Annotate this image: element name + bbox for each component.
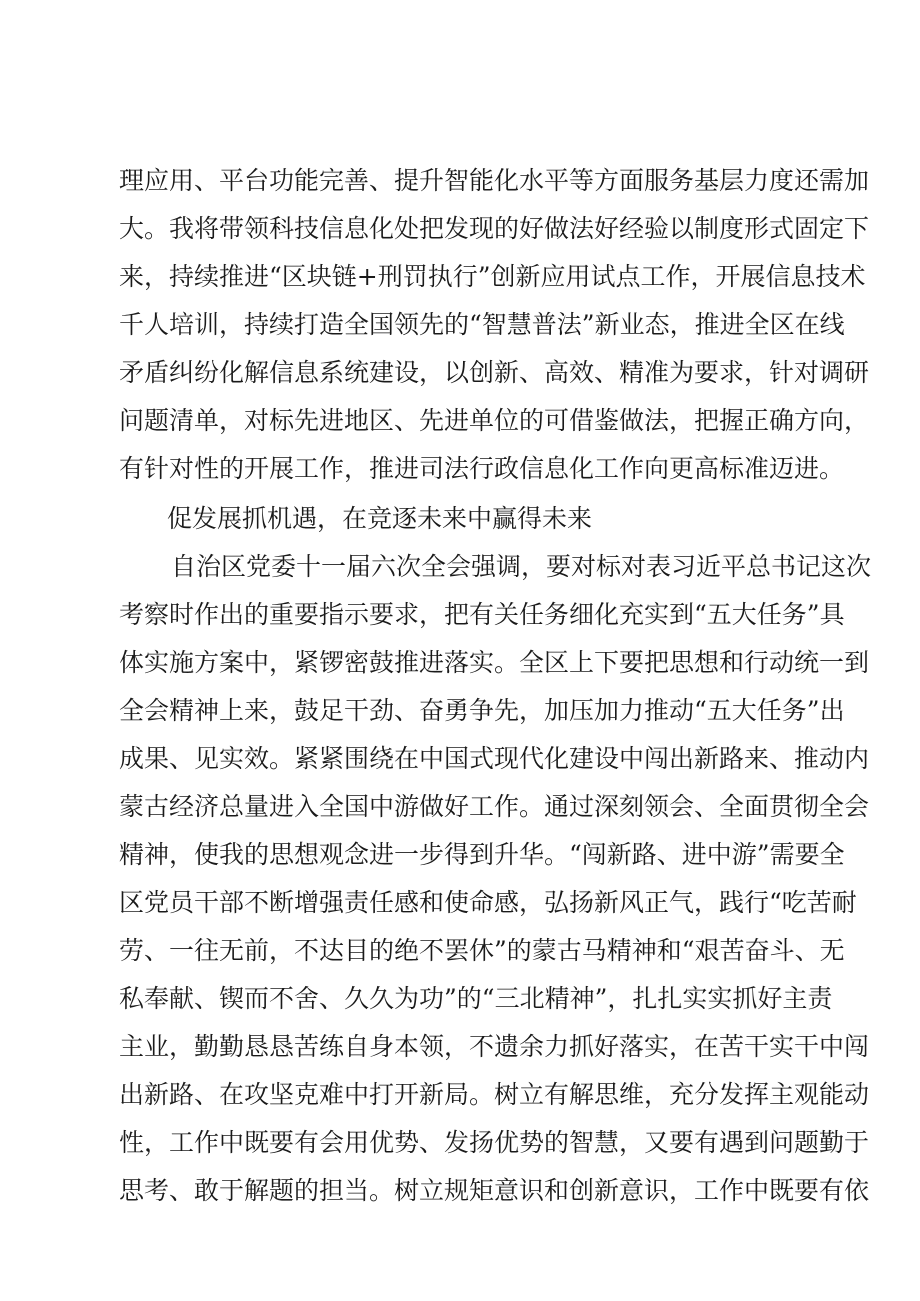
paragraph-line: 蒙古经济总量进入全国中游做好工作。通过深刻领会、全面贯彻全会	[119, 792, 870, 821]
paragraph-line: 区党员干部不断增强责任感和使命感，弘扬新风正气，践行“吃苦耐	[119, 888, 857, 917]
paragraph-line: 成果、见实效。紧紧围绕在中国式现代化建设中闯出新路来、推动内	[119, 744, 870, 773]
paragraph-line: 来，持续推进“区块链+刑罚执行”创新应用试点工作，开展信息技术	[119, 262, 866, 291]
paragraph-line: 体实施方案中，紧锣密鼓推进落实。全区上下要把思想和行动统一到	[119, 648, 870, 677]
paragraph-line: 思考、敢于解题的担当。树立规矩意识和创新意识，工作中既要有依	[119, 1176, 870, 1205]
paragraph-line: 出新路、在攻坚克难中打开新局。树立有解思维，充分发挥主观能动	[119, 1080, 870, 1109]
paragraph-line: 理应用、平台功能完善、提升智能化水平等方面服务基层力度还需加	[119, 166, 870, 195]
paragraph-line: 精神，使我的思想观念进一步得到升华。“闯新路、进中游”需要全	[119, 840, 845, 869]
section-heading: 促发展抓机遇，在竞逐未来中赢得未来	[167, 504, 593, 533]
paragraph-line: 私奉献、锲而不舍、久久为功”的“三北精神”，扎扎实实抓好主责	[119, 984, 833, 1013]
paragraph-line: 全会精神上来，鼓足干劲、奋勇争先，加压加力推动“五大任务”出	[119, 696, 845, 725]
paragraph-line: 问题清单，对标先进地区、先进单位的可借鉴做法，把握正确方向，	[119, 406, 870, 435]
paragraph-line: 矛盾纠纷化解信息系统建设，以创新、高效、精准为要求，针对调研	[119, 358, 870, 387]
paragraph-line: 千人培训，持续打造全国领先的“智慧普法”新业态，推进全区在线	[119, 310, 845, 339]
paragraph-line: 大。我将带领科技信息化处把发现的好做法好经验以制度形式固定下	[119, 214, 870, 243]
paragraph-line: 考察时作出的重要指示要求，把有关任务细化充实到“五大任务”具	[119, 600, 845, 629]
paragraph-line: 性，工作中既要有会用优势、发扬优势的智慧，又要有遇到问题勤于	[119, 1128, 870, 1157]
paragraph-line: 主业，勤勤恳恳苦练自身本领，不遗余力抓好落实，在苦干实干中闯	[119, 1032, 870, 1061]
paragraph-line-last: 有针对性的开展工作，推进司法行政信息化工作向更高标准迈进。	[119, 454, 845, 483]
paragraph-line-first: 自治区党委十一届六次全会强调，要对标对表习近平总书记这次	[171, 552, 872, 581]
paragraph-line: 劳、一往无前，不达目的绝不罢休”的蒙古马精神和“艰苦奋斗、无	[119, 936, 845, 965]
